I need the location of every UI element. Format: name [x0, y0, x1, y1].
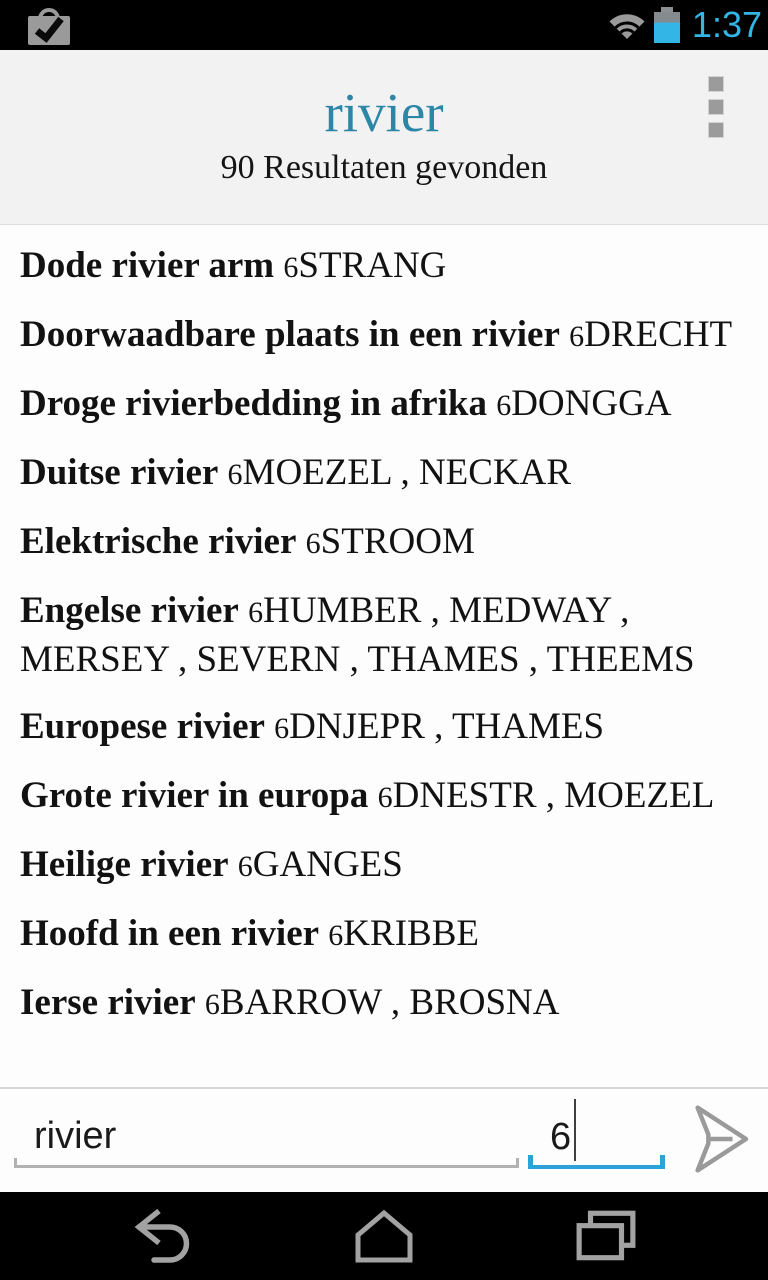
status-bar [0, 0, 768, 50]
home-button[interactable] [344, 1192, 424, 1280]
result-item [20, 518, 742, 567]
result-item [20, 703, 742, 752]
query-field [14, 1101, 519, 1168]
result-clue: Europese rivier [20, 706, 265, 747]
recents-icon [575, 1209, 637, 1263]
result-item [20, 841, 742, 890]
battery-icon [654, 7, 680, 43]
result-clue: Doorwaadbare plaats in een rivier [20, 314, 560, 355]
result-answer-length: 6 [328, 919, 344, 952]
result-clue: Heilige rivier [20, 844, 229, 885]
send-arrow-icon [686, 1099, 754, 1179]
result-item [20, 380, 742, 429]
word-length-field[interactable] [528, 1101, 665, 1169]
result-answers: HUMBER , MEDWAY , MERSEY , SEVERN , THAMES , THEEMS [20, 590, 695, 680]
results-list[interactable] [0, 226, 768, 1085]
result-answer-length: 6 [569, 320, 585, 353]
home-icon [348, 1208, 420, 1264]
result-answers: KRIBBE [343, 913, 479, 954]
back-icon [132, 1205, 192, 1267]
result-answer-length: 6 [227, 458, 243, 491]
result-answer-length: 6 [283, 251, 299, 284]
result-item [20, 311, 742, 360]
wifi-icon [608, 8, 646, 42]
result-answer-length: 6 [274, 712, 290, 745]
result-clue: Engelse rivier [20, 590, 239, 631]
result-answer-length: 6 [248, 596, 264, 629]
header [0, 50, 768, 225]
playstore-update-notification-icon [24, 5, 72, 52]
result-answers: DNESTR , MOEZEL [392, 775, 715, 816]
result-clue: Hoofd in een rivier [20, 913, 320, 954]
result-clue: Grote rivier in europa [20, 775, 369, 816]
result-answers: BARROW , BROSNA [219, 982, 560, 1023]
overflow-menu-icon[interactable] [707, 77, 724, 146]
navigation-bar [0, 1192, 768, 1280]
search-query-input[interactable] [14, 1101, 519, 1165]
status-icons [608, 0, 762, 50]
result-answer-length: 6 [237, 850, 253, 883]
result-clue: Elektrische rivier [20, 521, 297, 562]
result-item [20, 242, 742, 291]
result-clue: Droge rivierbedding in afrika [20, 383, 487, 424]
result-item [20, 910, 742, 959]
result-clue: Duitse rivier [20, 452, 219, 493]
back-button[interactable] [122, 1192, 202, 1280]
result-item [20, 449, 742, 498]
page-title: rivier [324, 82, 444, 143]
result-answers: STRANG [298, 245, 447, 286]
result-answers: STROOM [320, 521, 475, 562]
word-length-value: 6 [550, 1116, 572, 1158]
result-item [20, 772, 742, 821]
result-answers: MOEZEL , NECKAR [242, 452, 572, 493]
result-answer-length: 6 [305, 527, 321, 560]
search-bar [0, 1087, 768, 1192]
status-time: 1:37 [691, 4, 762, 45]
recents-button[interactable] [566, 1192, 646, 1280]
result-answers: GANGES [252, 844, 403, 885]
nav-cluster [122, 1192, 646, 1280]
result-answers: DONGGA [511, 383, 672, 424]
result-answers: DNJEPR , THAMES [289, 706, 605, 747]
result-item [20, 587, 742, 683]
result-clue: Ierse rivier [20, 982, 196, 1023]
send-button[interactable] [680, 1093, 760, 1185]
text-cursor [574, 1099, 576, 1161]
result-answer-length: 6 [496, 389, 512, 422]
result-answers: DRECHT [584, 314, 733, 355]
result-answer-length: 6 [377, 781, 393, 814]
result-clue: Dode rivier arm [20, 245, 275, 286]
result-answer-length: 6 [204, 988, 220, 1021]
results-count-label: 90 Resultaten gevonden [220, 149, 548, 186]
result-item [20, 979, 742, 1028]
